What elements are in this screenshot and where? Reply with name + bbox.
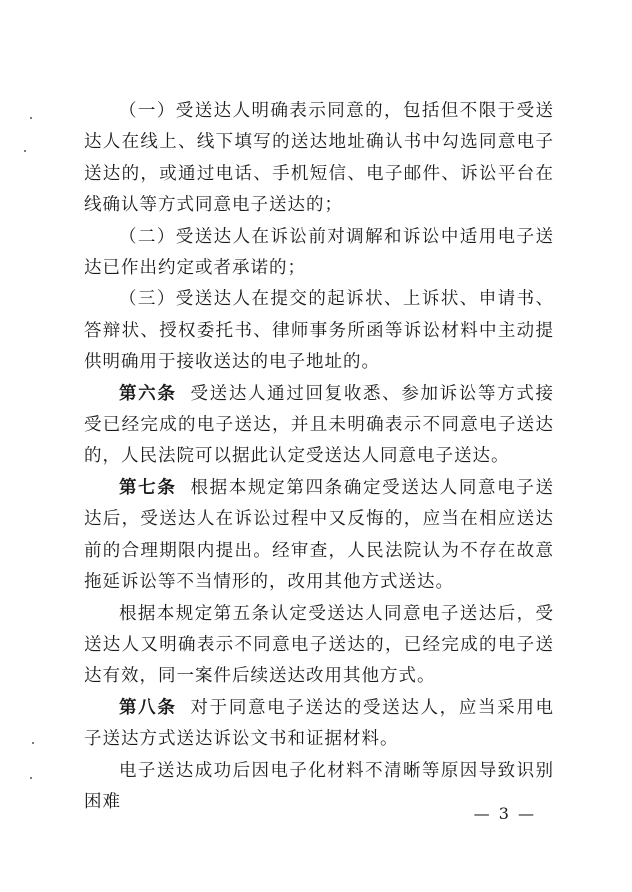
article-heading: 第七条 <box>119 477 177 498</box>
paragraph-text: 根据本规定第四条确定受送达人同意电子送达后，受送达人在诉讼过程中又反悔的，应当在相应送达前的合理期限内提出。经审查，人民法院认为不存在故意拖延诉讼等不当情形的，改用其他方式送达。 <box>84 477 554 593</box>
paragraph-text: （二）受送达人在诉讼前对调解和诉讼中适用电子送达已作出约定或者承诺的； <box>84 226 554 279</box>
paragraph-text: 受送达人通过回复收悉、参加诉讼等方式接受已经完成的电子送达，并且未明确表示不同意电子送达的，人民法院可以据此认定受送达人同意电子送达。 <box>84 383 554 467</box>
paragraph-text: 电子送达成功后因电子化材料不清晰等原因导致识别困难 <box>84 760 554 812</box>
paragraph-text: （一）受送达人明确表示同意的，包括但不限于受送达人在线上、线下填写的送达地址确认书中勾选同意电子送达的，或通过电话、手机短信、电子邮件、诉讼平台在线确认等方式同意电子送达的； <box>84 101 554 216</box>
paragraph-article-6 <box>84 379 554 473</box>
scan-speck <box>30 117 32 119</box>
paragraph-article-8 <box>84 693 554 756</box>
paragraph-text: （三）受送达人在提交的起诉状、上诉状、申请书、答辩状、授权委托书、律师事务所函等诉讼材料中主动提供明确用于接收送达的电子地址的。 <box>84 289 554 373</box>
paragraph-clause-3 <box>84 284 554 378</box>
scan-speck <box>24 150 26 152</box>
scan-speck <box>32 742 34 744</box>
paragraph-clause-1 <box>84 96 554 222</box>
page-number: — 3 — <box>473 804 536 823</box>
paragraph-article-7-cont <box>84 599 554 693</box>
document-body <box>84 96 554 818</box>
paragraph-text: 根据本规定第五条认定受送达人同意电子送达后，受送达人又明确表示不同意电子送达的，已经完成的电子送达有效，同一案件后续送达改用其他方式。 <box>84 603 554 687</box>
article-heading: 第八条 <box>119 697 177 718</box>
article-heading: 第六条 <box>119 383 177 404</box>
paragraph-text: 对于同意电子送达的受送达人，应当采用电子送达方式送达诉讼文书和证据材料。 <box>84 697 554 750</box>
scan-speck <box>30 777 32 779</box>
paragraph-clause-2 <box>84 222 554 285</box>
paragraph-article-7 <box>84 473 554 599</box>
